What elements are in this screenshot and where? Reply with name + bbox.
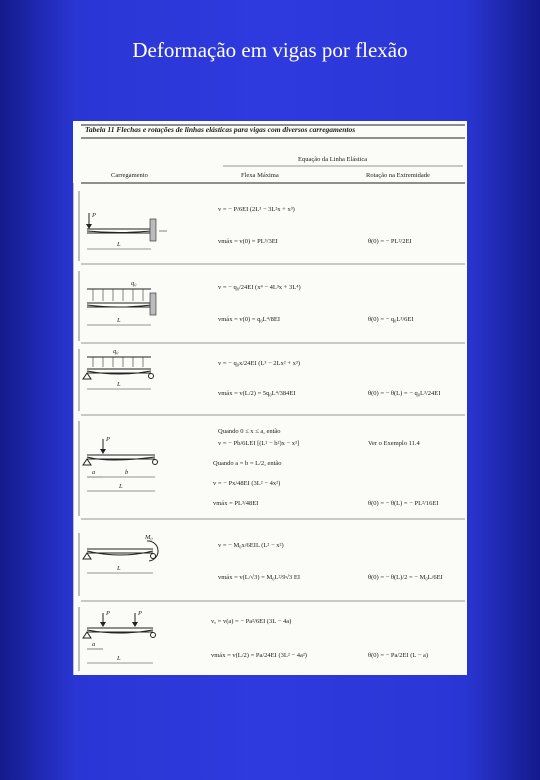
case-1-max-deflection: vmáx = v(0) = PL³/3EI — [218, 238, 278, 245]
case-4-condition-1: Quando 0 ≤ x ≤ a, então — [218, 428, 281, 435]
case-1-span-label: L — [117, 241, 121, 248]
case-4-span-label: L — [119, 483, 123, 490]
case-3 — [79, 348, 440, 411]
case-3-load-label: q₀ — [113, 348, 119, 355]
case-6-load-1-label: P — [106, 610, 110, 617]
table-caption: Tabela 11 Flechas e rotações de linhas elásticas para vigas com diversos carregamentos — [85, 125, 356, 134]
case-1-load-label: P — [92, 212, 96, 219]
case-5-diagram — [79, 533, 158, 596]
case-4-b-label: b — [125, 469, 129, 476]
case-2-diagram — [79, 271, 156, 341]
case-5 — [79, 533, 443, 596]
case-4-condition-2: Quando a = b = L/2, então — [213, 460, 282, 467]
case-6-diagram — [79, 607, 156, 671]
case-6-equation: vₐ = v(a) = − Pa²/6EI (3L − 4a) — [211, 618, 292, 625]
case-6-max-deflection: vmáx = v(L/2) = Pa/24EI (3L² − 4a²) — [211, 652, 307, 659]
case-4-note: Ver o Exemplo 11.4 — [368, 440, 420, 447]
slide-title: Deformação em vigas por flexão — [132, 38, 408, 62]
case-3-diagram — [79, 348, 154, 411]
case-1-equation: v = − P/6EI (2L³ − 3L²x + x³) — [218, 206, 295, 213]
case-5-span-label: L — [117, 565, 121, 572]
case-4-end-rotation: θ(0) = − θ(L) = − PL²/16EI — [368, 500, 439, 507]
group-header: Equação da Linha Elástica — [298, 156, 368, 163]
case-4-a-label: a — [92, 469, 96, 476]
case-4-equation-2: v = − Px/48EI (3L² − 4x²) — [213, 480, 281, 487]
case-4-diagram — [79, 421, 158, 516]
case-5-equation: v = − M₀x/6EIL (L² − x²) — [218, 542, 284, 549]
case-2-end-rotation: θ(0) = − q₀L³/6EI — [368, 316, 414, 323]
col-end-rotation-header: Rotação na Extremidade — [366, 172, 430, 179]
table-drawing — [73, 121, 467, 675]
case-4-equation: v = − Pb/6LEI [(L² − b²)x − x³] — [218, 440, 300, 447]
case-1-end-rotation: θ(0) = − PL²/2EI — [368, 238, 412, 245]
case-2-max-deflection: vmáx = v(0) = q₀L⁴/8EI — [218, 316, 281, 323]
case-6-a-label: a — [92, 641, 96, 648]
case-3-equation: v = − q₀x/24EI (L³ − 2Lx² + x³) — [218, 360, 300, 367]
case-6-span-label: L — [117, 655, 121, 662]
case-2-span-label: L — [117, 317, 121, 324]
case-2-equation: v = − q₀/24EI (x⁴ − 4L³x + 3L⁴) — [218, 284, 301, 291]
case-6 — [79, 607, 428, 671]
case-2-load-label: q₀ — [131, 280, 137, 287]
case-6-load-2-label: P — [138, 610, 142, 617]
case-6-end-rotation: θ(0) = − Pa/2EI (L − a) — [368, 652, 429, 659]
col-loading-header: Carregamento — [111, 172, 148, 179]
case-1 — [79, 191, 412, 261]
scanned-table — [73, 121, 467, 675]
case-1-diagram — [79, 191, 167, 261]
case-4 — [79, 421, 439, 516]
case-3-span-label: L — [117, 381, 121, 388]
case-4-load-label: P — [106, 436, 110, 443]
case-4-max-deflection: vmáx = PL³/48EI — [213, 500, 259, 507]
case-2 — [79, 271, 414, 341]
case-5-end-rotation: θ(0) = − θ(L)/2 = − M₀L/6EI — [368, 574, 443, 581]
case-5-load-label: M₀ — [145, 534, 153, 541]
col-max-deflection-header: Flexa Máxima — [241, 172, 279, 179]
case-3-end-rotation: θ(0) = − θ(L) = − q₀L³/24EI — [368, 390, 441, 397]
case-3-max-deflection: vmáx = v(L/2) = 5q₀L⁴/384EI — [218, 390, 296, 397]
case-5-max-deflection: vmáx = v(L/√3) = M₀L²/9√3 EI — [218, 574, 301, 581]
